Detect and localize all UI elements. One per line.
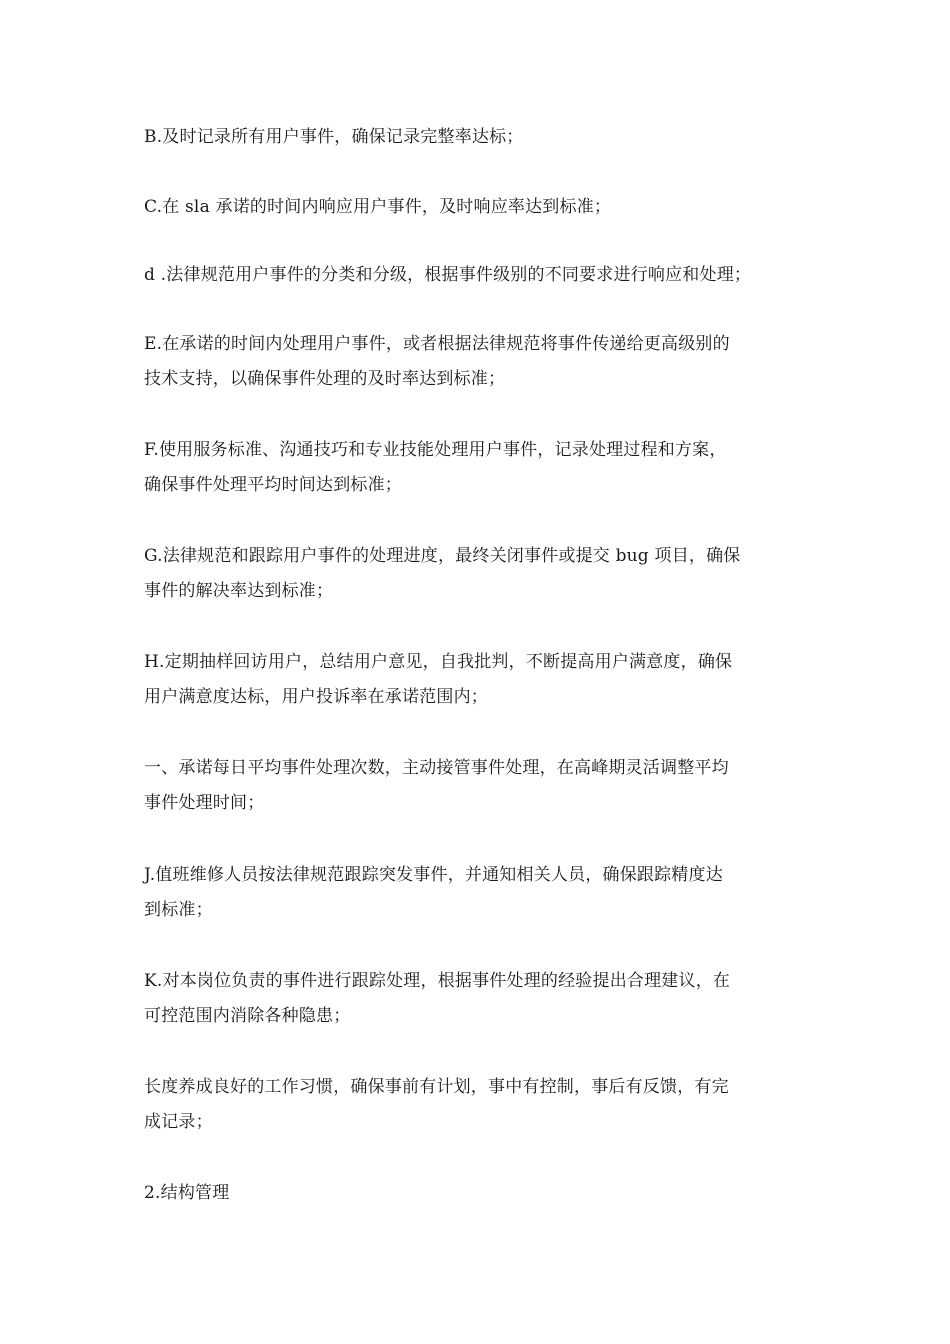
paragraph-line: 确保事件处理平均时间达到标准； (144, 475, 402, 495)
paragraph-j (144, 858, 824, 928)
paragraph-i (144, 751, 824, 821)
paragraph-line: 可控范围内消除各种隐患； (144, 1006, 351, 1026)
paragraph-e (144, 327, 824, 397)
paragraph-line: 技术支持，以确保事件处理的及时率达到标准； (144, 369, 506, 389)
paragraph-line: K.对本岗位负责的事件进行跟踪处理，根据事件处理的经验提出合理建议，在 (144, 971, 731, 991)
paragraph-line: 一、承诺每日平均事件处理次数，主动接管事件处理，在高峰期灵活调整平均 (144, 758, 729, 778)
paragraph-d (144, 258, 824, 293)
paragraph-line: 事件处理时间； (144, 793, 265, 813)
paragraph-line: 用户满意度达标，用户投诉率在承诺范围内； (144, 687, 488, 707)
paragraph-line: G.法律规范和跟踪用户事件的处理进度，最终关闭事件或提交 bug 项目，确保 (144, 546, 741, 566)
paragraph-b (144, 120, 824, 155)
paragraph-habits (144, 1070, 824, 1140)
paragraph-line: 长度养成良好的工作习惯，确保事前有计划，事中有控制，事后有反馈，有完 (144, 1077, 729, 1097)
paragraph-line: 事件的解决率达到标准； (144, 581, 334, 601)
paragraph-line: B.及时记录所有用户事件，确保记录完整率达标； (144, 127, 524, 147)
paragraph-f (144, 433, 824, 503)
section-heading (144, 1176, 824, 1211)
paragraph-k (144, 964, 824, 1034)
paragraph-line: H.定期抽样回访用户，总结用户意见，自我批判，不断提高用户满意度，确保 (144, 652, 733, 672)
paragraph-c (144, 190, 824, 225)
paragraph-line: 成记录； (144, 1112, 213, 1132)
paragraph-g (144, 539, 824, 609)
paragraph-line: C.在 sla 承诺的时间内响应用户事件，及时响应率达到标准； (144, 197, 612, 217)
paragraph-h (144, 645, 824, 715)
paragraph-line: F.使用服务标准、沟通技巧和专业技能处理用户事件，记录处理过程和方案， (144, 440, 727, 460)
paragraph-line: J.值班维修人员按法律规范跟踪突发事件，并通知相关人员，确保跟踪精度达 (144, 865, 723, 885)
paragraph-line: 到标准； (144, 900, 213, 920)
paragraph-line: d .法律规范用户事件的分类和分级，根据事件级别的不同要求进行响应和处理； (144, 265, 752, 285)
paragraph-line: E.在承诺的时间内处理用户事件，或者根据法律规范将事件传递给更高级别的 (144, 334, 730, 354)
paragraph-line: 2.结构管理 (144, 1183, 230, 1203)
